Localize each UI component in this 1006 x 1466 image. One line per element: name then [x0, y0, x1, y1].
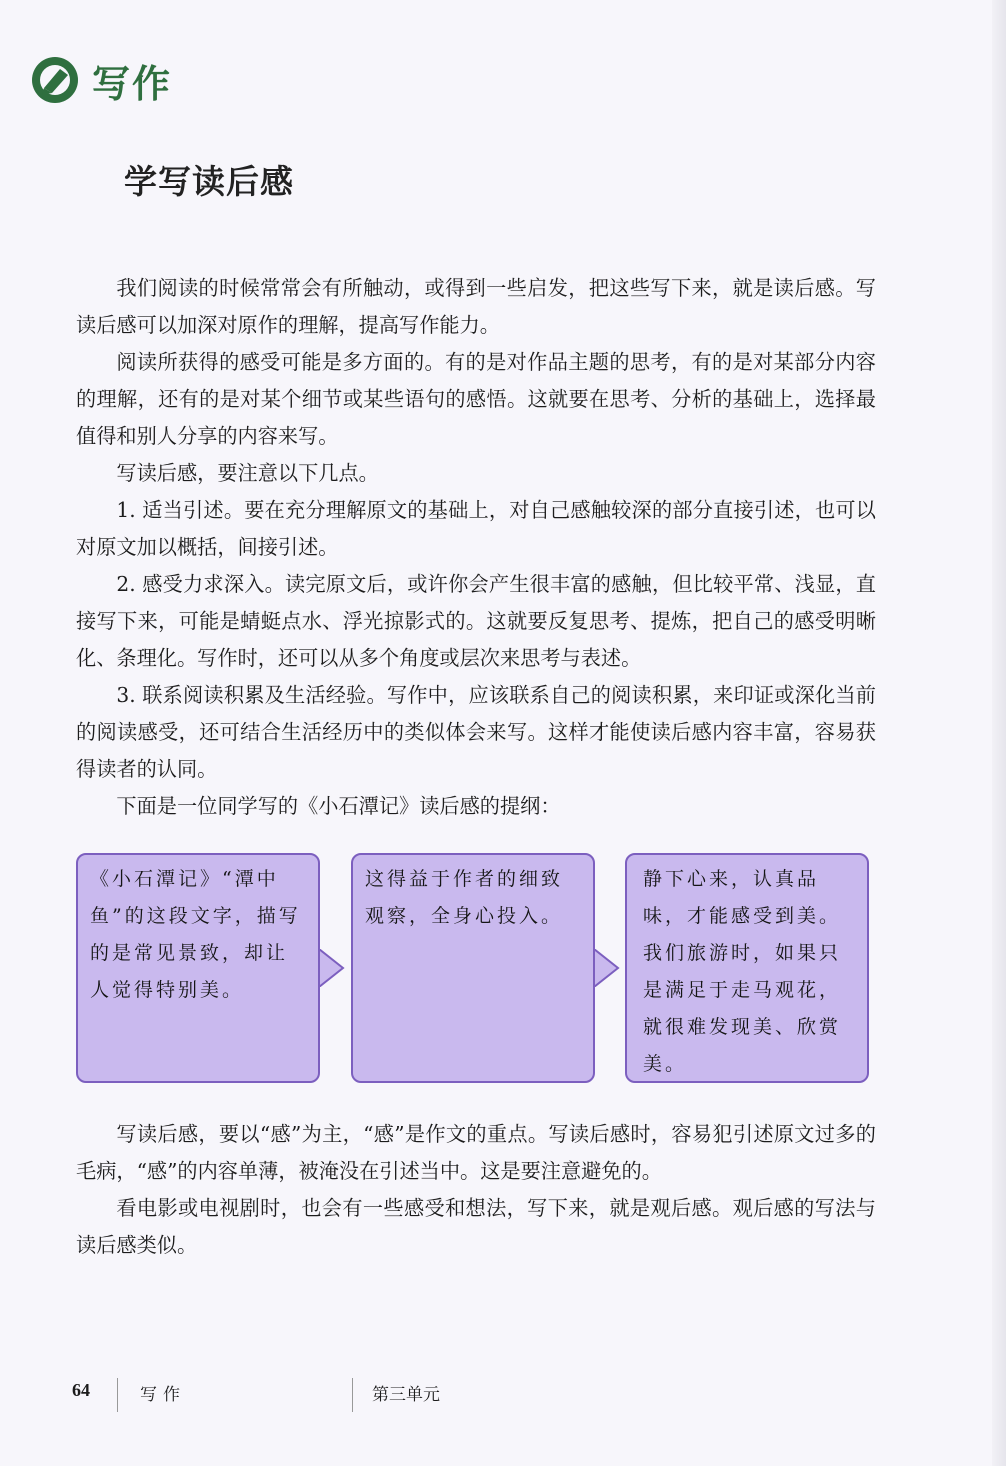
paragraph: 1. 适当引述。要在充分理解原文的基础上，对自己感触较深的部分直接引述，也可以对原文加以概括，间接引述。 [76, 498, 876, 559]
closing-text [76, 1116, 876, 1264]
arrow-right-icon [319, 949, 345, 987]
lesson-title: 学写读后感 [124, 162, 294, 201]
writing-section-icon [30, 55, 80, 105]
outline-flow [76, 853, 874, 1087]
footer-divider [352, 1378, 353, 1412]
body-text [76, 270, 876, 825]
paragraph: 写读后感，要注意以下几点。 [116, 461, 379, 485]
section-header [30, 52, 172, 108]
section-title: 写作 [92, 61, 173, 106]
outline-box: 静下心来，认真品味，才能感受到美。我们旅游时，如果只是满足于走马观花，就很难发现美、欣赏美。 [625, 853, 869, 1083]
paragraph: 写读后感，要以“感”为主，“感”是作文的重点。写读后感时，容易犯引述原文过多的毛病，“感”的内容单薄，被淹没在引述当中。这是要注意避免的。 [76, 1122, 876, 1183]
paragraph: 我们阅读的时候常常会有所触动，或得到一些启发，把这些写下来，就是读后感。写读后感可以加深对原作的理解，提高写作能力。 [76, 276, 876, 337]
paragraph: 下面是一位同学写的《小石潭记》读后感的提纲： [116, 794, 561, 818]
outline-box: 《小石潭记》“潭中鱼”的这段文字，描写的是常见景致，却让人觉得特别美。 [76, 853, 320, 1083]
page-edge [992, 0, 1006, 1466]
page-footer [72, 1378, 872, 1412]
arrow-right-icon [594, 949, 620, 987]
paragraph: 3. 联系阅读积累及生活经验。写作中，应该联系自己的阅读积累，来印证或深化当前的阅读感受，还可结合生活经历中的类似体会来写。这样才能使读后感内容丰富，容易获得读者的认同。 [76, 683, 876, 781]
footer-section: 写作 [140, 1385, 186, 1405]
page-number: 64 [72, 1380, 90, 1400]
outline-box: 这得益于作者的细致观察，全身心投入。 [351, 853, 595, 1083]
paragraph: 看电影或电视剧时，也会有一些感受和想法，写下来，就是观后感。观后感的写法与读后感类似。 [76, 1196, 876, 1257]
paragraph: 阅读所获得的感受可能是多方面的。有的是对作品主题的思考，有的是对某部分内容的理解，还有的是对某个细节或某些语句的感悟。这就要在思考、分析的基础上，选择最值得和别人分享的内容来写。 [76, 350, 876, 448]
footer-divider [117, 1378, 118, 1412]
paragraph: 2. 感受力求深入。读完原文后，或许你会产生很丰富的感触，但比较平常、浅显，直接写下来，可能是蜻蜓点水、浮光掠影式的。这就要反复思考、提炼，把自己的感受明晰化、条理化。写作时，还可以从多个角度或层次来思考与表述。 [76, 572, 876, 670]
footer-unit: 第三单元 [372, 1385, 440, 1405]
